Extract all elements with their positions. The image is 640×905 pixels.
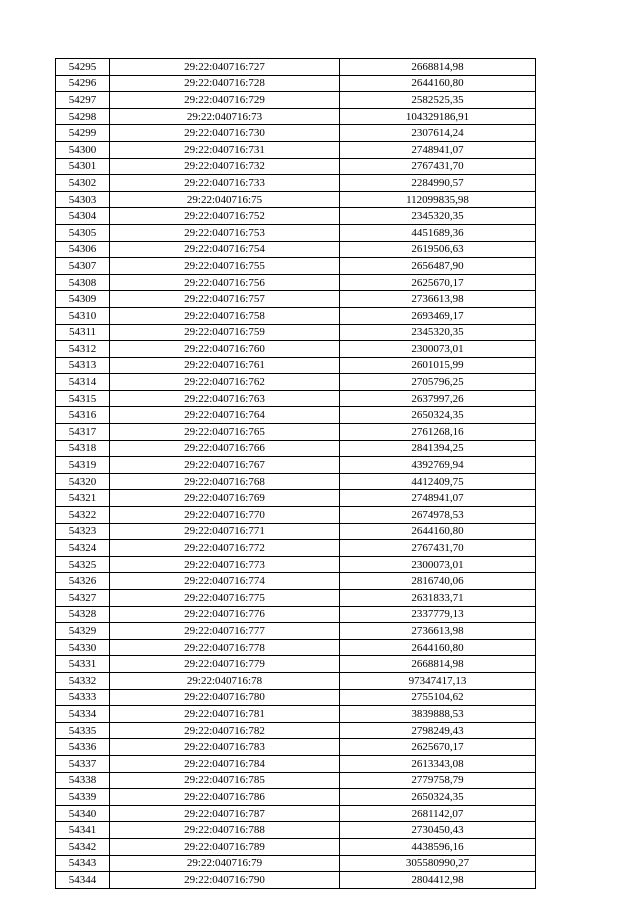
cadastral-value-cell: 2798249,43 xyxy=(340,722,536,739)
cadastral-value-cell: 4451689,36 xyxy=(340,224,536,241)
cadastral-number-cell: 29:22:040716:771 xyxy=(110,523,340,540)
row-number-cell: 54343 xyxy=(56,855,110,872)
cadastral-number-cell: 29:22:040716:786 xyxy=(110,789,340,806)
row-number-cell: 54342 xyxy=(56,838,110,855)
cadastral-value-cell: 2300073,01 xyxy=(340,556,536,573)
table-row xyxy=(56,258,536,275)
cadastral-value-cell: 104329186,91 xyxy=(340,108,536,125)
cadastral-value-cell: 4412409,75 xyxy=(340,473,536,490)
row-number-cell: 54318 xyxy=(56,440,110,457)
row-number-cell: 54309 xyxy=(56,291,110,308)
cadastral-value-cell: 2619506,63 xyxy=(340,241,536,258)
row-number-cell: 54339 xyxy=(56,789,110,806)
table-row xyxy=(56,822,536,839)
table-row xyxy=(56,274,536,291)
table-row xyxy=(56,291,536,308)
table-row xyxy=(56,772,536,789)
cadastral-value-cell: 2681142,07 xyxy=(340,805,536,822)
cadastral-number-cell: 29:22:040716:788 xyxy=(110,822,340,839)
cadastral-value-cell: 2674978,53 xyxy=(340,507,536,524)
table-row xyxy=(56,490,536,507)
table-row xyxy=(56,357,536,374)
cadastral-number-cell: 29:22:040716:765 xyxy=(110,424,340,441)
cadastral-value-cell: 2631833,71 xyxy=(340,590,536,607)
cadastral-value-cell: 2767431,70 xyxy=(340,158,536,175)
row-number-cell: 54323 xyxy=(56,523,110,540)
table-row xyxy=(56,125,536,142)
cadastral-value-cell: 2625670,17 xyxy=(340,739,536,756)
cadastral-number-cell: 29:22:040716:762 xyxy=(110,374,340,391)
row-number-cell: 54303 xyxy=(56,191,110,208)
cadastral-number-cell: 29:22:040716:753 xyxy=(110,224,340,241)
row-number-cell: 54317 xyxy=(56,424,110,441)
cadastral-value-cell: 2613343,08 xyxy=(340,755,536,772)
cadastral-value-cell: 97347417,13 xyxy=(340,672,536,689)
table-row xyxy=(56,424,536,441)
row-number-cell: 54306 xyxy=(56,241,110,258)
row-number-cell: 54338 xyxy=(56,772,110,789)
row-number-cell: 54340 xyxy=(56,805,110,822)
table-row xyxy=(56,374,536,391)
cadastral-number-cell: 29:22:040716:73 xyxy=(110,108,340,125)
row-number-cell: 54296 xyxy=(56,75,110,92)
table-row xyxy=(56,855,536,872)
row-number-cell: 54297 xyxy=(56,92,110,109)
row-number-cell: 54308 xyxy=(56,274,110,291)
row-number-cell: 54326 xyxy=(56,573,110,590)
cadastral-number-cell: 29:22:040716:732 xyxy=(110,158,340,175)
row-number-cell: 54337 xyxy=(56,755,110,772)
cadastral-value-cell: 3839888,53 xyxy=(340,706,536,723)
table-row xyxy=(56,523,536,540)
cadastral-value-cell: 2345320,35 xyxy=(340,324,536,341)
cadastral-number-cell: 29:22:040716:756 xyxy=(110,274,340,291)
table-row xyxy=(56,224,536,241)
table-row xyxy=(56,59,536,76)
table-row xyxy=(56,639,536,656)
cadastral-number-cell: 29:22:040716:769 xyxy=(110,490,340,507)
table-row xyxy=(56,606,536,623)
row-number-cell: 54327 xyxy=(56,590,110,607)
cadastral-number-cell: 29:22:040716:731 xyxy=(110,141,340,158)
row-number-cell: 54314 xyxy=(56,374,110,391)
table-row xyxy=(56,556,536,573)
cadastral-number-cell: 29:22:040716:764 xyxy=(110,407,340,424)
row-number-cell: 54307 xyxy=(56,258,110,275)
table-row xyxy=(56,739,536,756)
table-row xyxy=(56,573,536,590)
table-row xyxy=(56,755,536,772)
row-number-cell: 54341 xyxy=(56,822,110,839)
table-row xyxy=(56,473,536,490)
cadastral-number-cell: 29:22:040716:780 xyxy=(110,689,340,706)
table-row xyxy=(56,241,536,258)
cadastral-number-cell: 29:22:040716:783 xyxy=(110,739,340,756)
row-number-cell: 54330 xyxy=(56,639,110,656)
cadastral-number-cell: 29:22:040716:779 xyxy=(110,656,340,673)
cadastral-value-cell: 2748941,07 xyxy=(340,490,536,507)
cadastral-value-cell: 2650324,35 xyxy=(340,407,536,424)
table-row xyxy=(56,324,536,341)
cadastral-number-cell: 29:22:040716:768 xyxy=(110,473,340,490)
table-row xyxy=(56,656,536,673)
table-row xyxy=(56,457,536,474)
table-row xyxy=(56,689,536,706)
cadastral-number-cell: 29:22:040716:760 xyxy=(110,341,340,358)
cadastral-number-cell: 29:22:040716:79 xyxy=(110,855,340,872)
cadastral-value-cell: 112099835,98 xyxy=(340,191,536,208)
cadastral-value-cell: 2668814,98 xyxy=(340,59,536,76)
table-row xyxy=(56,623,536,640)
cadastral-value-cell: 2779758,79 xyxy=(340,772,536,789)
cadastral-number-cell: 29:22:040716:754 xyxy=(110,241,340,258)
cadastral-value-cell: 2755104,62 xyxy=(340,689,536,706)
cadastral-number-cell: 29:22:040716:784 xyxy=(110,755,340,772)
cadastral-value-cell: 305580990,27 xyxy=(340,855,536,872)
row-number-cell: 54312 xyxy=(56,341,110,358)
cadastral-number-cell: 29:22:040716:761 xyxy=(110,357,340,374)
table-row xyxy=(56,440,536,457)
cadastral-number-cell: 29:22:040716:775 xyxy=(110,590,340,607)
cadastral-value-cell: 2601015,99 xyxy=(340,357,536,374)
cadastral-value-cell: 2804412,98 xyxy=(340,872,536,889)
cadastral-number-cell: 29:22:040716:78 xyxy=(110,672,340,689)
cadastral-number-cell: 29:22:040716:789 xyxy=(110,838,340,855)
table-row xyxy=(56,191,536,208)
row-number-cell: 54301 xyxy=(56,158,110,175)
table-row xyxy=(56,341,536,358)
row-number-cell: 54295 xyxy=(56,59,110,76)
row-number-cell: 54316 xyxy=(56,407,110,424)
table-row xyxy=(56,141,536,158)
cadastral-number-cell: 29:22:040716:733 xyxy=(110,175,340,192)
row-number-cell: 54305 xyxy=(56,224,110,241)
table-row xyxy=(56,390,536,407)
row-number-cell: 54315 xyxy=(56,390,110,407)
table-row xyxy=(56,92,536,109)
table-row xyxy=(56,672,536,689)
cadastral-value-cell: 2767431,70 xyxy=(340,540,536,557)
table-row xyxy=(56,789,536,806)
table-row xyxy=(56,175,536,192)
cadastral-number-cell: 29:22:040716:782 xyxy=(110,722,340,739)
cadastral-value-cell: 2705796,25 xyxy=(340,374,536,391)
row-number-cell: 54304 xyxy=(56,208,110,225)
cadastral-value-cell: 2625670,17 xyxy=(340,274,536,291)
cadastral-number-cell: 29:22:040716:759 xyxy=(110,324,340,341)
table-row xyxy=(56,407,536,424)
cadastral-value-cell: 2644160,80 xyxy=(340,639,536,656)
cadastral-number-cell: 29:22:040716:752 xyxy=(110,208,340,225)
cadastral-number-cell: 29:22:040716:773 xyxy=(110,556,340,573)
cadastral-number-cell: 29:22:040716:785 xyxy=(110,772,340,789)
row-number-cell: 54344 xyxy=(56,872,110,889)
table-row xyxy=(56,872,536,889)
cadastral-value-cell: 2644160,80 xyxy=(340,523,536,540)
cadastral-value-cell: 2650324,35 xyxy=(340,789,536,806)
cadastral-value-cell: 2748941,07 xyxy=(340,141,536,158)
table-row xyxy=(56,158,536,175)
cadastral-number-cell: 29:22:040716:778 xyxy=(110,639,340,656)
cadastral-number-cell: 29:22:040716:772 xyxy=(110,540,340,557)
row-number-cell: 54334 xyxy=(56,706,110,723)
table-row xyxy=(56,507,536,524)
row-number-cell: 54336 xyxy=(56,739,110,756)
table-body xyxy=(56,59,536,889)
cadastral-value-cell: 2736613,98 xyxy=(340,623,536,640)
table-row xyxy=(56,722,536,739)
cadastral-number-cell: 29:22:040716:781 xyxy=(110,706,340,723)
table-row xyxy=(56,75,536,92)
table-row xyxy=(56,208,536,225)
cadastral-number-cell: 29:22:040716:730 xyxy=(110,125,340,142)
row-number-cell: 54329 xyxy=(56,623,110,640)
cadastral-value-cell: 2307614,24 xyxy=(340,125,536,142)
table-row xyxy=(56,805,536,822)
cadastral-number-cell: 29:22:040716:767 xyxy=(110,457,340,474)
cadastral-number-cell: 29:22:040716:770 xyxy=(110,507,340,524)
cadastral-number-cell: 29:22:040716:774 xyxy=(110,573,340,590)
cadastral-value-cell: 2337779,13 xyxy=(340,606,536,623)
row-number-cell: 54300 xyxy=(56,141,110,158)
row-number-cell: 54299 xyxy=(56,125,110,142)
table-row xyxy=(56,108,536,125)
cadastral-number-cell: 29:22:040716:75 xyxy=(110,191,340,208)
row-number-cell: 54324 xyxy=(56,540,110,557)
row-number-cell: 54298 xyxy=(56,108,110,125)
table-row xyxy=(56,706,536,723)
cadastral-value-cell: 2816740,06 xyxy=(340,573,536,590)
cadastral-value-cell: 2736613,98 xyxy=(340,291,536,308)
row-number-cell: 54325 xyxy=(56,556,110,573)
cadastral-value-cell: 2300073,01 xyxy=(340,341,536,358)
cadastral-value-cell: 2284990,57 xyxy=(340,175,536,192)
cadastral-number-cell: 29:22:040716:727 xyxy=(110,59,340,76)
cadastral-value-cell: 4392769,94 xyxy=(340,457,536,474)
cadastral-number-cell: 29:22:040716:728 xyxy=(110,75,340,92)
cadastral-number-cell: 29:22:040716:766 xyxy=(110,440,340,457)
row-number-cell: 54331 xyxy=(56,656,110,673)
row-number-cell: 54313 xyxy=(56,357,110,374)
row-number-cell: 54310 xyxy=(56,307,110,324)
table-row xyxy=(56,590,536,607)
table-row xyxy=(56,307,536,324)
cadastral-value-cell: 2668814,98 xyxy=(340,656,536,673)
cadastral-value-cell: 2582525,35 xyxy=(340,92,536,109)
row-number-cell: 54319 xyxy=(56,457,110,474)
table-row xyxy=(56,838,536,855)
cadastral-value-cell: 2656487,90 xyxy=(340,258,536,275)
cadastral-number-cell: 29:22:040716:757 xyxy=(110,291,340,308)
row-number-cell: 54311 xyxy=(56,324,110,341)
cadastral-number-cell: 29:22:040716:729 xyxy=(110,92,340,109)
cadastral-number-cell: 29:22:040716:763 xyxy=(110,390,340,407)
table-row xyxy=(56,540,536,557)
cadastral-number-cell: 29:22:040716:777 xyxy=(110,623,340,640)
cadastral-number-cell: 29:22:040716:758 xyxy=(110,307,340,324)
cadastral-number-cell: 29:22:040716:755 xyxy=(110,258,340,275)
cadastral-value-cell: 4438596,16 xyxy=(340,838,536,855)
row-number-cell: 54321 xyxy=(56,490,110,507)
cadastral-value-cell: 2345320,35 xyxy=(340,208,536,225)
row-number-cell: 54333 xyxy=(56,689,110,706)
cadastral-number-cell: 29:22:040716:776 xyxy=(110,606,340,623)
row-number-cell: 54328 xyxy=(56,606,110,623)
row-number-cell: 54302 xyxy=(56,175,110,192)
cadastral-value-cell: 2693469,17 xyxy=(340,307,536,324)
cadastral-number-cell: 29:22:040716:787 xyxy=(110,805,340,822)
cadastral-value-cell: 2644160,80 xyxy=(340,75,536,92)
row-number-cell: 54322 xyxy=(56,507,110,524)
cadastral-value-table xyxy=(55,58,536,889)
row-number-cell: 54320 xyxy=(56,473,110,490)
row-number-cell: 54332 xyxy=(56,672,110,689)
row-number-cell: 54335 xyxy=(56,722,110,739)
cadastral-value-cell: 2761268,16 xyxy=(340,424,536,441)
cadastral-value-cell: 2637997,26 xyxy=(340,390,536,407)
cadastral-number-cell: 29:22:040716:790 xyxy=(110,872,340,889)
cadastral-value-cell: 2841394,25 xyxy=(340,440,536,457)
cadastral-value-cell: 2730450,43 xyxy=(340,822,536,839)
